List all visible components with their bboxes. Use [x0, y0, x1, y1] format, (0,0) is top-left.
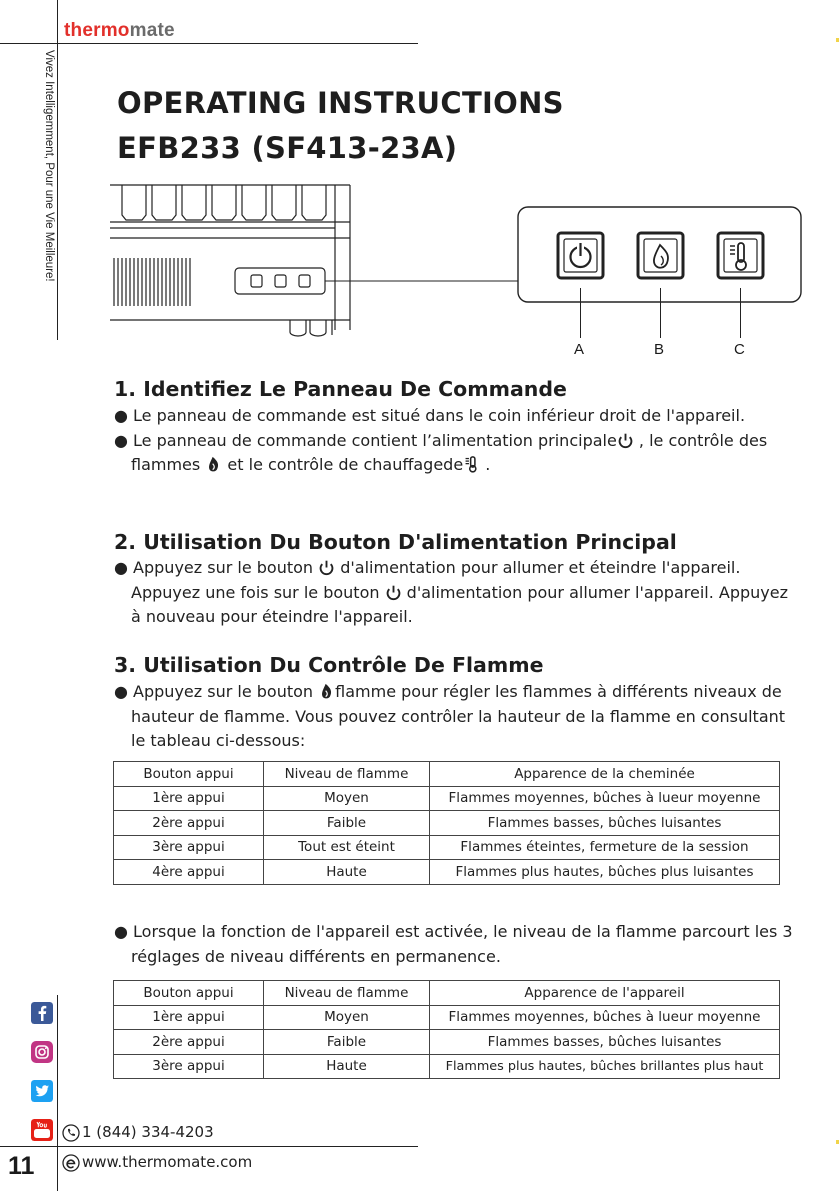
facebook-icon[interactable] [31, 1002, 53, 1024]
table-cell: Flammes plus hautes, bûches brillantes plus haut [430, 1054, 780, 1079]
instagram-icon[interactable] [31, 1041, 53, 1063]
logo-flame-o: o [117, 20, 130, 41]
table-cell: Faible [264, 1030, 430, 1055]
table-cell: 3ère appui [114, 835, 264, 860]
table-header: Niveau de flamme [264, 981, 430, 1006]
table-cell: Flammes basses, bûches luisantes [430, 811, 780, 836]
power-icon [318, 559, 335, 576]
table-header-row [114, 981, 780, 1006]
brand-logo: thermomate [64, 20, 175, 41]
header-rule [0, 43, 418, 44]
table-cell: 3ère appui [114, 1054, 264, 1079]
table-row [114, 835, 780, 860]
table-header: Bouton appui [114, 981, 264, 1006]
section-1-body [114, 404, 794, 478]
table-cell: 4ère appui [114, 860, 264, 885]
table-cell: 2ère appui [114, 811, 264, 836]
table-cell: Tout est éteint [264, 835, 430, 860]
flame-icon [205, 456, 222, 473]
list-item: ● Le panneau de commande contient l’alimentation principale , le contrôle des flammes et le contrôle de chauffagede . [114, 430, 768, 474]
list-item: ● Le panneau de commande est situé dans le coin inférieur droit de l'appareil. [114, 406, 746, 425]
label-b: B [654, 341, 665, 358]
label-c: C [734, 341, 745, 358]
control-panel-diagram [100, 180, 810, 365]
table-row [114, 811, 780, 836]
table-row [114, 1005, 780, 1030]
side-rule-bottom [57, 995, 58, 1191]
table-cell: 1ère appui [114, 786, 264, 811]
table-cell: Flammes moyennes, bûches à lueur moyenne [430, 1005, 780, 1030]
table-row [114, 1030, 780, 1055]
section-3-body [114, 680, 794, 754]
table-header-row [114, 762, 780, 787]
table-cell: 1ère appui [114, 1005, 264, 1030]
section-2-heading: 2. Utilisation Du Bouton D'alimentation Principal [114, 530, 677, 554]
side-tagline: Vivez Intelligemment, Pour une Vie Meilleure! [43, 50, 55, 282]
flame-level-table [113, 761, 780, 885]
list-item: ● Appuyez sur le bouton d'alimentation pour allumer et éteindre l'appareil. Appuyez une fois sur le bouton d'alimentation pour allumer l'appareil. Appuyez à nouveau pour éteindre l'appareil. [114, 558, 788, 626]
section-1-heading: 1. Identifiez Le Panneau De Commande [114, 377, 567, 401]
section-3-heading: 3. Utilisation Du Contrôle De Flamme [114, 653, 544, 677]
table-header: Apparence de l'appareil [430, 981, 780, 1006]
list-item: ● Appuyez sur le bouton flamme pour régler les flammes à différents niveaux de hauteur de flamme. Vous pouvez contrôler la hauteur de la flamme en consultant le tableau ci-dessous: [114, 682, 786, 750]
appliance-level-table [113, 980, 780, 1079]
table-cell: Flammes éteintes, fermeture de la session [430, 835, 780, 860]
table-row [114, 860, 780, 885]
table-cell: Moyen [264, 786, 430, 811]
footer-rule [0, 1146, 418, 1147]
page-title: OPERATING INSTRUCTIONS [117, 86, 564, 120]
web-icon [62, 1154, 80, 1172]
table-cell: Flammes plus hautes, bûches plus luisantes [430, 860, 780, 885]
phone-number[interactable]: 1 (844) 334-4203 [82, 1123, 214, 1141]
table-cell: 2ère appui [114, 1030, 264, 1055]
power-icon [385, 584, 402, 601]
twitter-icon[interactable] [31, 1080, 53, 1102]
flame-icon [318, 683, 335, 700]
table-cell: Flammes basses, bûches luisantes [430, 1030, 780, 1055]
enlarged-buttons [558, 233, 763, 278]
phone-icon [62, 1124, 80, 1142]
table-row [114, 1054, 780, 1079]
section-2-body [114, 556, 794, 630]
model-title: EFB233 (SF413-23A) [117, 131, 458, 165]
heat-thermometer-icon [463, 456, 480, 473]
label-a: A [574, 341, 585, 358]
table-cell: Moyen [264, 1005, 430, 1030]
youtube-icon[interactable] [31, 1119, 53, 1141]
table-cell: Faible [264, 811, 430, 836]
table-cell: Haute [264, 860, 430, 885]
table-header: Bouton appui [114, 762, 264, 787]
website-link[interactable]: www.thermomate.com [82, 1153, 253, 1171]
table-cell: Flammes moyennes, bûches à lueur moyenne [430, 786, 780, 811]
table-row [114, 786, 780, 811]
side-rule-top [57, 0, 58, 340]
table-header: Apparence de la cheminée [430, 762, 780, 787]
table-cell: Haute [264, 1054, 430, 1079]
table-header: Niveau de flamme [264, 762, 430, 787]
list-item: ● Lorsque la fonction de l'appareil est activée, le niveau de la flamme parcourt les 3 réglages de niveau différents en permanence. [114, 922, 793, 966]
power-icon [617, 432, 634, 449]
section-3-body-2 [114, 920, 794, 969]
page-number: 11 [8, 1152, 35, 1180]
